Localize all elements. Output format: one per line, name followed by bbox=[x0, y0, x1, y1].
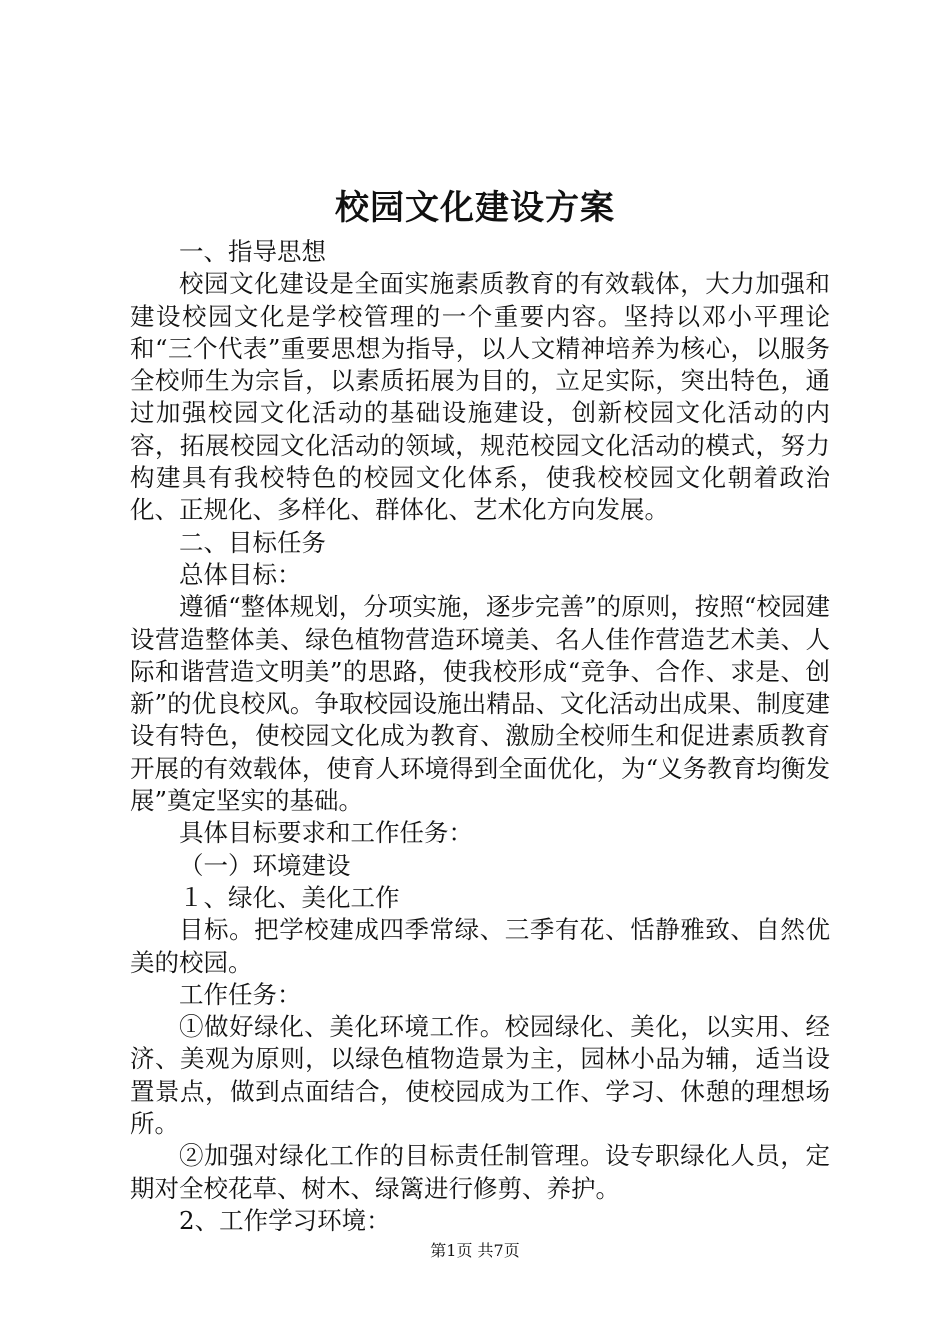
paragraph-overall-goal: 遵循“整体规划，分项实施，逐步完善”的原则，按照“校园建设营造整体美、绿色植物营造环境美、名人佳作营造艺术美、人际和谐营造文明美”的思路，使我校形成“竞争、合作、求是、创新”的优良校风。争取校园设施出精品、文化活动出成果、制度建设有特色，使校园文化成为教育、激励全校师生和促进素质教育开展的有效载体，使育人环境得到全面优化，为“义务教育均衡发展”奠定坚实的基础。 bbox=[130, 592, 830, 816]
section-heading-guiding-ideology: 一、指导思想 bbox=[179, 237, 326, 266]
document-title: 校园文化建设方案 bbox=[335, 188, 615, 228]
paragraph-guiding-ideology: 校园文化建设是全面实施素质教育的有效载体，大力加强和建设校园文化是学校管理的一个重要内容。坚持以邓小平理论和“三个代表”重要思想为指导，以人文精神培养为核心，以服务全校师生为宗旨，以素质拓展为目的，立足实际，突出特色，通过加强校园文化活动的基础设施建设，创新校园文化活动的内容，拓展校园文化活动的领域，规范校园文化活动的模式，努力构建具有我校特色的校园文化体系，使我校校园文化朝着政治化、正规化、多样化、群体化、艺术化方向发展。 bbox=[130, 269, 830, 525]
subheading-overall-goal: 总体目标： bbox=[179, 559, 302, 589]
subheading-specific-goals: 具体目标要求和工作任务： bbox=[179, 818, 473, 848]
list-item-task-2: ②加强对绿化工作的目标责任制管理。设专职绿化人员，定期对全校花草、树木、绿篱进行修剪、养护。 bbox=[130, 1141, 830, 1203]
paragraph-greening-target: 目标。把学校建成四季常绿、三季有花、恬静雅致、自然优美的校园。 bbox=[130, 915, 830, 977]
section-heading-goals-tasks: 二、目标任务 bbox=[179, 527, 326, 557]
page-number-footer: 第1页 共7页 bbox=[430, 1241, 520, 1260]
list-item-task-1: ①做好绿化、美化环境工作。校园绿化、美化，以实用、经济、美观为原则，以绿色植物造景为主，园林小品为辅，适当设置景点，做到点面结合，使校园成为工作、学习、休憩的理想场所。 bbox=[130, 1012, 830, 1139]
subheading-environment: （一）环境建设 bbox=[179, 850, 351, 880]
subheading-greening: １、绿化、美化工作 bbox=[179, 882, 400, 912]
document-body bbox=[130, 236, 830, 1237]
subheading-work-tasks: 工作任务： bbox=[179, 979, 302, 1009]
subheading-work-study-environment: 2、工作学习环境： bbox=[179, 1205, 391, 1235]
